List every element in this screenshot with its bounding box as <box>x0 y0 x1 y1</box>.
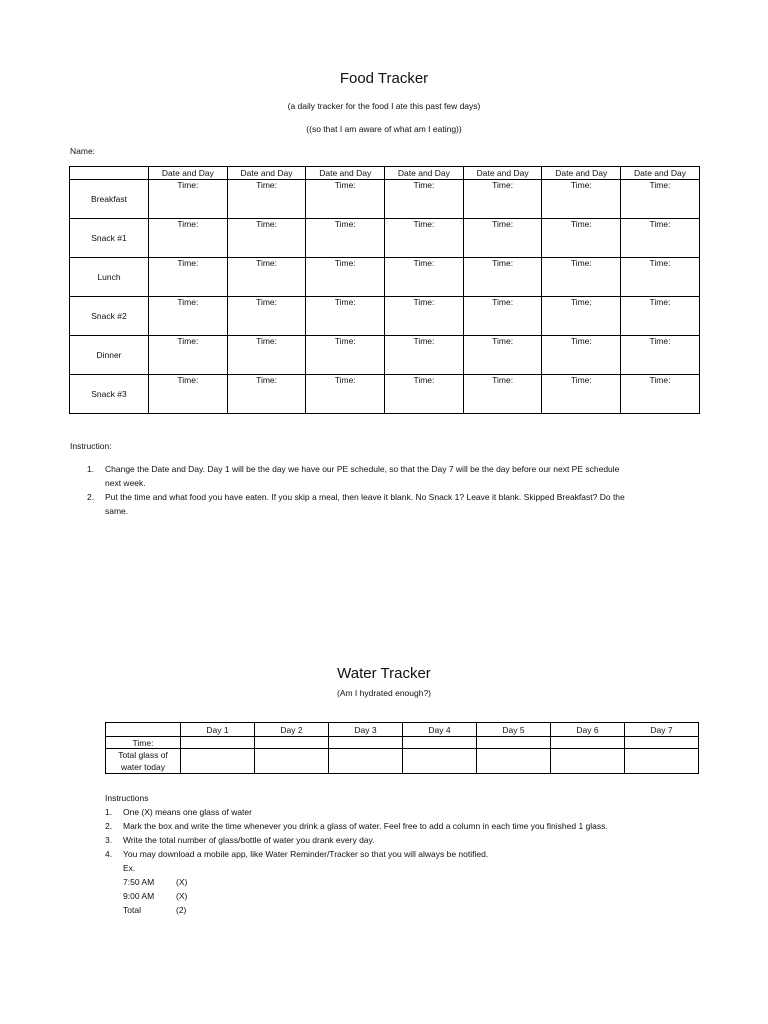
time-cell: Time: <box>542 336 621 375</box>
table-corner-cell <box>70 167 149 180</box>
time-cell: Time: <box>149 258 228 297</box>
time-cell: Time: <box>385 180 464 219</box>
time-cell: Time: <box>385 375 464 414</box>
meal-label: Dinner <box>70 336 149 375</box>
date-and-day-header: Date and Day <box>463 167 542 180</box>
water-instruction-item <box>105 819 705 833</box>
total-glass-row-label <box>106 749 181 774</box>
list-number: 2. <box>87 492 95 502</box>
example-mark: (X) <box>176 891 188 901</box>
blank-cell <box>551 749 625 774</box>
day-header: Day 3 <box>329 723 403 737</box>
blank-cell <box>625 737 699 749</box>
table-corner-cell <box>106 723 181 737</box>
table-row <box>70 258 700 297</box>
meal-label: Breakfast <box>70 180 149 219</box>
food-instruction-item <box>87 490 707 518</box>
date-and-day-header: Date and Day <box>542 167 621 180</box>
time-cell: Time: <box>227 375 306 414</box>
day-header: Day 1 <box>181 723 255 737</box>
time-cell: Time: <box>621 219 700 258</box>
blank-cell <box>329 737 403 749</box>
instruction-text: Change the Date and Day. Day 1 will be the day we have our PE schedule, so that the Day 7 will be the day before our next PE schedule <box>105 464 620 474</box>
date-and-day-header: Date and Day <box>621 167 700 180</box>
time-cell: Time: <box>149 219 228 258</box>
time-cell: Time: <box>149 375 228 414</box>
example-time: 9:00 AM <box>123 891 155 901</box>
day-header: Day 6 <box>551 723 625 737</box>
time-cell: Time: <box>385 336 464 375</box>
example-list <box>105 875 705 917</box>
blank-cell <box>329 749 403 774</box>
time-cell: Time: <box>463 297 542 336</box>
instructions-heading: Instructions <box>105 793 149 803</box>
time-cell: Time: <box>227 336 306 375</box>
instruction-text: same. <box>105 506 129 516</box>
time-cell: Time: <box>621 297 700 336</box>
time-cell: Time: <box>542 297 621 336</box>
blank-cell <box>625 749 699 774</box>
table-row <box>106 737 699 749</box>
blank-cell <box>551 737 625 749</box>
time-cell: Time: <box>463 258 542 297</box>
blank-cell <box>477 749 551 774</box>
time-cell: Time: <box>227 258 306 297</box>
example-row <box>123 889 705 903</box>
time-cell: Time: <box>542 375 621 414</box>
time-cell: Time: <box>463 219 542 258</box>
blank-cell <box>181 737 255 749</box>
time-cell: Time: <box>542 258 621 297</box>
instruction-text: next week. <box>105 478 146 488</box>
table-row <box>70 297 700 336</box>
meal-label: Snack #2 <box>70 297 149 336</box>
time-cell: Time: <box>306 180 385 219</box>
food-tracker-title: Food Tracker <box>339 70 429 87</box>
time-cell: Time: <box>306 336 385 375</box>
time-cell: Time: <box>621 258 700 297</box>
time-cell: Time: <box>463 375 542 414</box>
example-mark: (X) <box>176 877 188 887</box>
date-and-day-header: Date and Day <box>306 167 385 180</box>
instruction-heading: Instruction: <box>70 441 112 451</box>
list-number: 4. <box>105 849 113 859</box>
time-cell: Time: <box>227 180 306 219</box>
example-row <box>123 903 705 917</box>
date-and-day-header: Date and Day <box>227 167 306 180</box>
instruction-text: Write the total number of glass/bottle of water you drank every day. <box>123 835 375 845</box>
time-row-label: Time: <box>106 737 181 749</box>
date-and-day-header: Date and Day <box>149 167 228 180</box>
table-row <box>106 749 699 774</box>
time-cell: Time: <box>542 219 621 258</box>
food-tracker-subtitle: (a daily tracker for the food I ate this past few days) <box>287 101 481 111</box>
instruction-text: You may download a mobile app, like Water Reminder/Tracker so that you will always be notified. <box>123 849 489 859</box>
food-tracker-subtitle-2: ((so that I am aware of what am I eating)) <box>306 124 462 134</box>
time-cell: Time: <box>306 375 385 414</box>
table-row <box>70 336 700 375</box>
water-instruction-item <box>105 805 705 819</box>
list-number: 1. <box>105 807 113 817</box>
food-instruction-item <box>87 462 707 490</box>
time-cell: Time: <box>385 219 464 258</box>
time-cell: Time: <box>463 336 542 375</box>
list-number: 1. <box>87 464 95 474</box>
example-time: Total <box>123 905 141 915</box>
day-header: Day 5 <box>477 723 551 737</box>
time-cell: Time: <box>306 219 385 258</box>
meal-label: Lunch <box>70 258 149 297</box>
time-cell: Time: <box>149 336 228 375</box>
time-cell: Time: <box>463 180 542 219</box>
water-tracker-table <box>105 722 699 774</box>
example-row <box>123 875 705 889</box>
date-and-day-header: Date and Day <box>385 167 464 180</box>
time-cell: Time: <box>227 219 306 258</box>
table-row <box>70 219 700 258</box>
time-cell: Time: <box>306 258 385 297</box>
example-time: 7:50 AM <box>123 877 155 887</box>
day-header: Day 4 <box>403 723 477 737</box>
label-line: Total glass of <box>118 750 168 760</box>
name-label: Name: <box>70 146 96 156</box>
instruction-text: One (X) means one glass of water <box>123 807 252 817</box>
water-tracker-title: Water Tracker <box>337 665 431 682</box>
water-instructions <box>105 791 705 917</box>
time-cell: Time: <box>385 297 464 336</box>
instruction-text: Put the time and what food you have eaten. If you skip a meal, then leave it blank. No Snack 1? Leave it blank. Skipped Breakfast? Do the <box>105 492 625 502</box>
example-label: Ex. <box>123 863 136 873</box>
water-tracker-subtitle: (Am I hydrated enough?) <box>336 688 432 698</box>
time-cell: Time: <box>621 375 700 414</box>
time-cell: Time: <box>385 258 464 297</box>
time-cell: Time: <box>306 297 385 336</box>
list-number: 2. <box>105 821 113 831</box>
blank-cell <box>477 737 551 749</box>
water-instruction-item <box>105 833 705 847</box>
table-row <box>70 180 700 219</box>
time-cell: Time: <box>621 336 700 375</box>
example-mark: (2) <box>176 905 187 915</box>
list-number: 3. <box>105 835 113 845</box>
day-header: Day 2 <box>255 723 329 737</box>
meal-label: Snack #3 <box>70 375 149 414</box>
water-instruction-item <box>105 847 705 861</box>
day-header: Day 7 <box>625 723 699 737</box>
blank-cell <box>181 749 255 774</box>
time-cell: Time: <box>149 180 228 219</box>
food-instructions-list <box>87 462 707 518</box>
time-cell: Time: <box>227 297 306 336</box>
label-line: water today <box>121 762 165 772</box>
time-cell: Time: <box>542 180 621 219</box>
food-tracker-table <box>69 166 700 414</box>
blank-cell <box>403 749 477 774</box>
table-row <box>70 375 700 414</box>
instruction-text: Mark the box and write the time whenever you drink a glass of water. Feel free to add a column in each time you finished 1 glass. <box>123 821 608 831</box>
time-cell: Time: <box>621 180 700 219</box>
blank-cell <box>403 737 477 749</box>
blank-cell <box>255 737 329 749</box>
time-cell: Time: <box>149 297 228 336</box>
meal-label: Snack #1 <box>70 219 149 258</box>
blank-cell <box>255 749 329 774</box>
